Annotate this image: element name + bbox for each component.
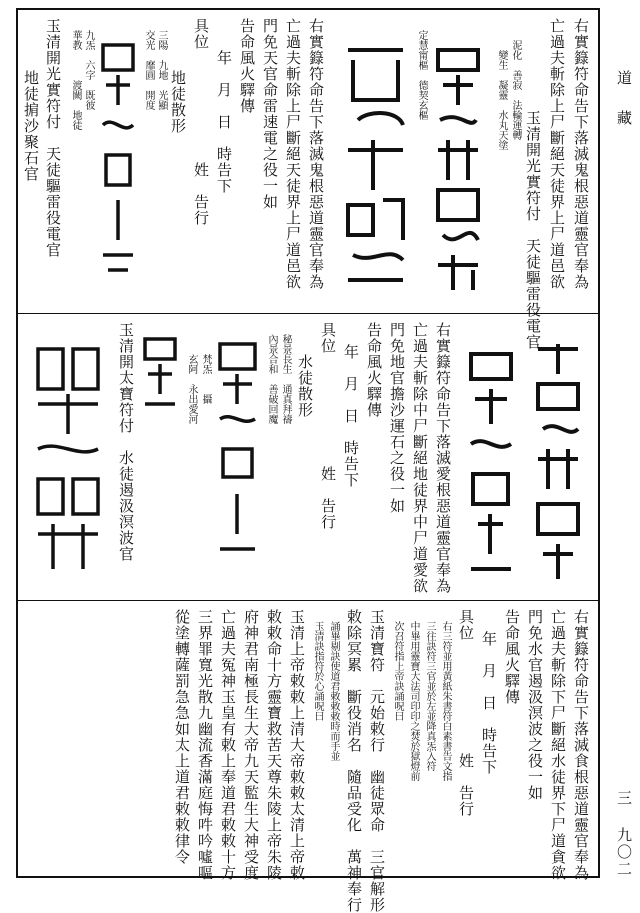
small-note: 九炁 六字 既彼 bbox=[83, 30, 94, 110]
talisman-seal bbox=[98, 25, 138, 295]
page-number: 三 九〇二 bbox=[615, 790, 633, 878]
text-column: 地徒散形 bbox=[169, 70, 187, 134]
talisman-seal bbox=[338, 30, 413, 300]
text-column: 地徒掮沙聚石官 bbox=[22, 70, 40, 182]
small-note: 秘景長生 通真拜禱 bbox=[280, 334, 291, 424]
text-column: 水徒散形 bbox=[296, 354, 314, 418]
text-column: 敕敕命十方靈寶救苦天尊朱陵上帝朱陵 bbox=[265, 609, 283, 881]
text-column: 玉清開光實符付 天徒驅雷役電官 bbox=[524, 110, 542, 350]
text-column: 從塗轉薩罰急急如太上道君敕敕律令 bbox=[173, 609, 191, 865]
small-note: 三陽 九地 光顯 bbox=[156, 30, 167, 110]
small-note: 梵炁 攝 bbox=[200, 354, 211, 404]
talisman-seal bbox=[463, 334, 518, 584]
date-line: 年 月 日 時告下 bbox=[215, 50, 233, 194]
small-note: 華教 渡闕 地徒 bbox=[70, 30, 81, 130]
small-note: 變生 凝靈 水丸天塗 bbox=[496, 50, 507, 150]
talisman-seal bbox=[140, 329, 180, 419]
incantation-column: 敕除冥累 斷役消名 隨品受化 萬神奉行 bbox=[345, 609, 363, 913]
register-middle bbox=[18, 314, 598, 601]
talisman-seal bbox=[215, 329, 260, 579]
text-column: 告命風火驛傳 bbox=[238, 18, 256, 114]
note-column: 三往訣符三官並於左並降真炁入符 bbox=[424, 621, 435, 771]
text-column: 門免地官擔沙運石之役一如 bbox=[388, 322, 406, 514]
page-frame bbox=[16, 8, 600, 913]
text-column: 右實籙符命告下落滅食根惡道靈官奉為 bbox=[572, 609, 590, 881]
book-title-bottom: 藏 bbox=[615, 110, 633, 129]
text-column: 右實籙符命告下落滅愛根惡道靈官奉為 bbox=[434, 322, 452, 594]
small-note: 玄阿 永出愛河 bbox=[186, 354, 197, 424]
note-column: 誦畢剔訣使道君敕敕敕時而手並 bbox=[328, 621, 339, 761]
text-column: 玉清開太寶符付 水徒遏汲溟波官 bbox=[117, 322, 135, 562]
text-column: 右實籙符命告下落滅鬼根惡道靈官奉為 bbox=[307, 18, 325, 290]
date-line: 年 月 日 時告下 bbox=[480, 631, 498, 775]
small-note: 定慧甯樞 德契玄樞 bbox=[416, 30, 427, 120]
talisman-seal bbox=[528, 334, 588, 584]
text-column: 告命風火驛傳 bbox=[503, 609, 521, 705]
text-column: 亡過夫斬除下尸斷絕水徒界下尸道貪欲 bbox=[549, 609, 567, 881]
talisman-seal bbox=[428, 30, 488, 300]
talisman-seal bbox=[28, 334, 108, 584]
small-note: 交光 靡圓 開度 bbox=[143, 30, 154, 110]
date-line: 年 月 日 時告下 bbox=[342, 344, 360, 488]
rank-line: 具位 姓 告行 bbox=[457, 609, 475, 817]
note-column: 玉清訣指符於心誦呪曰 bbox=[312, 621, 323, 721]
register-bottom bbox=[18, 601, 598, 913]
text-column: 三界罪寬光散九幽流香滿庭悔吽吟噓嘔 bbox=[196, 609, 214, 881]
incantation-column: 玉清寶符 元始敕行 幽徒眾命 三官解形 bbox=[368, 609, 386, 913]
register-top bbox=[18, 10, 598, 350]
rank-line: 具位 姓 告行 bbox=[192, 18, 210, 226]
book-title-top: 道 bbox=[615, 70, 633, 89]
text-column: 亡過夫冤神玉皇有敕上奉道君敕敕十方 bbox=[219, 609, 237, 881]
note-column: 中畢用靈寶大法司印印之焚於獄燈前 bbox=[408, 621, 419, 781]
text-column: 告命風火驛傳 bbox=[365, 322, 383, 418]
text-column: 玉清上帝敕敕上清大帝敕敕太清上帝敕 bbox=[288, 609, 306, 881]
small-note: 內景合和 善破回魔 bbox=[266, 334, 277, 424]
text-column: 玉清開光實符付 天徒驅雷役電官 bbox=[44, 18, 62, 258]
text-column: 亡過夫斬除上尸斷絕天徒界上尸道邑欲 bbox=[284, 18, 302, 290]
text-column: 門免水官遏汲溟波之役一如 bbox=[526, 609, 544, 801]
note-column: 右三符並用黃紙朱書符白素書告文指 bbox=[440, 621, 451, 781]
text-column: 門免天官命雷速電之役一如 bbox=[261, 18, 279, 210]
text-column: 府神君南極長生大帝九天監生大神受度 bbox=[242, 609, 260, 881]
rank-line: 具位 姓 告行 bbox=[319, 322, 337, 530]
note-column: 次召符指上帝訣誦呪曰 bbox=[392, 621, 403, 721]
text-column: 亡過夫斬除中尸斷絕地徒界中尸道愛欲 bbox=[411, 322, 429, 594]
text-column: 亡過夫斬除上尸斷絕天徒界上尸道邑欲 bbox=[548, 18, 566, 290]
text-column: 右實籙符命告下落滅鬼根惡道靈官奉為 bbox=[572, 18, 590, 290]
small-note: 泥化 善寂 法輪運轉 bbox=[510, 40, 521, 140]
